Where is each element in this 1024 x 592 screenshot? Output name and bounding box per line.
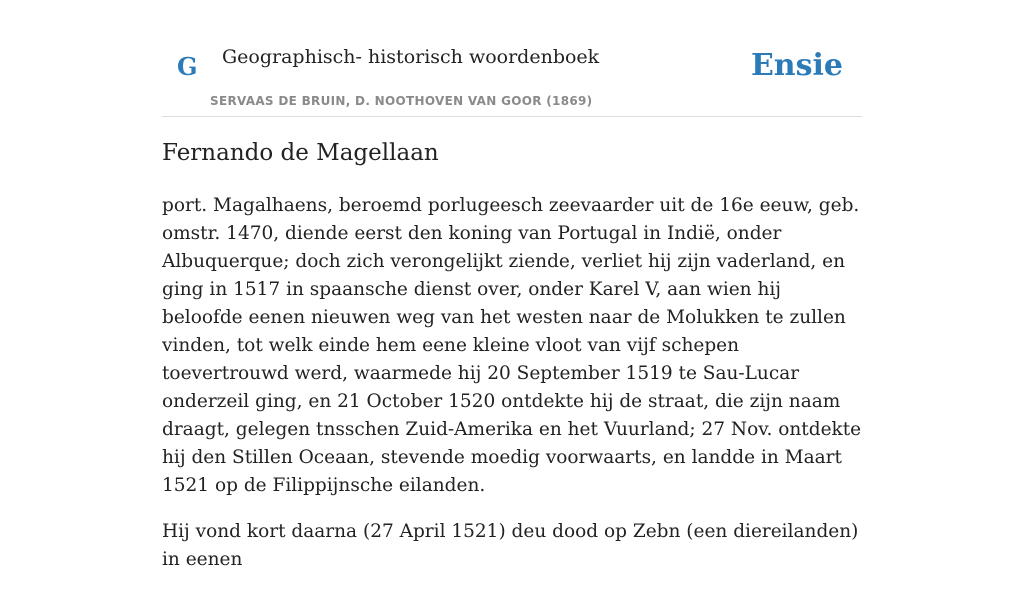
entry-title: Fernando de Magellaan — [162, 140, 439, 166]
book-authors: SERVAAS DE BRUIN, D. NOOTHOVEN VAN GOOR (1869) — [210, 94, 593, 108]
entry-body — [162, 192, 862, 592]
entry-paragraph: port. Magalhaens, beroemd porlugeesch zeevaarder uit de 16e eeuw, geb. omstr. 1470, diende eerst den koning van Portugal in Indië, onder Albuquerque; doch zich verongelijkt ziende, verliet hij zijn vaderland, en ging in 1517 in spaansche dienst over, onder Karel V, aan wien hij beloofde eenen nieuwen weg van het westen naar de Molukken te zullen vinden, tot welk einde hem eene kleine vloot van vijf schepen toevertrouwd werd, waarmede hij 20 September 1519 te Sau-Lucar onderzeil ging, en 21 October 1520 ontdekte hij de straat, die zijn naam draagt, gelegen tnsschen Zuid-Amerika en het Vuurland; 27 Nov. ontdekte hij den Stillen Oceaan, stevende moedig voorwaarts, en landde in Maart 1521 op de Filippijnsche eilanden. — [162, 195, 862, 496]
page — [162, 0, 862, 570]
ensie-logo-link[interactable]: Ensie — [750, 48, 843, 83]
book-title-link[interactable]: Geographisch- historisch woordenboek — [222, 46, 600, 68]
book-letter-icon: G — [177, 52, 198, 81]
entry-paragraph: Hij vond kort daarna (27 April 1521) deu dood op Zebn (een diereilanden) in eenen — [162, 521, 859, 570]
book-header — [162, 0, 862, 117]
